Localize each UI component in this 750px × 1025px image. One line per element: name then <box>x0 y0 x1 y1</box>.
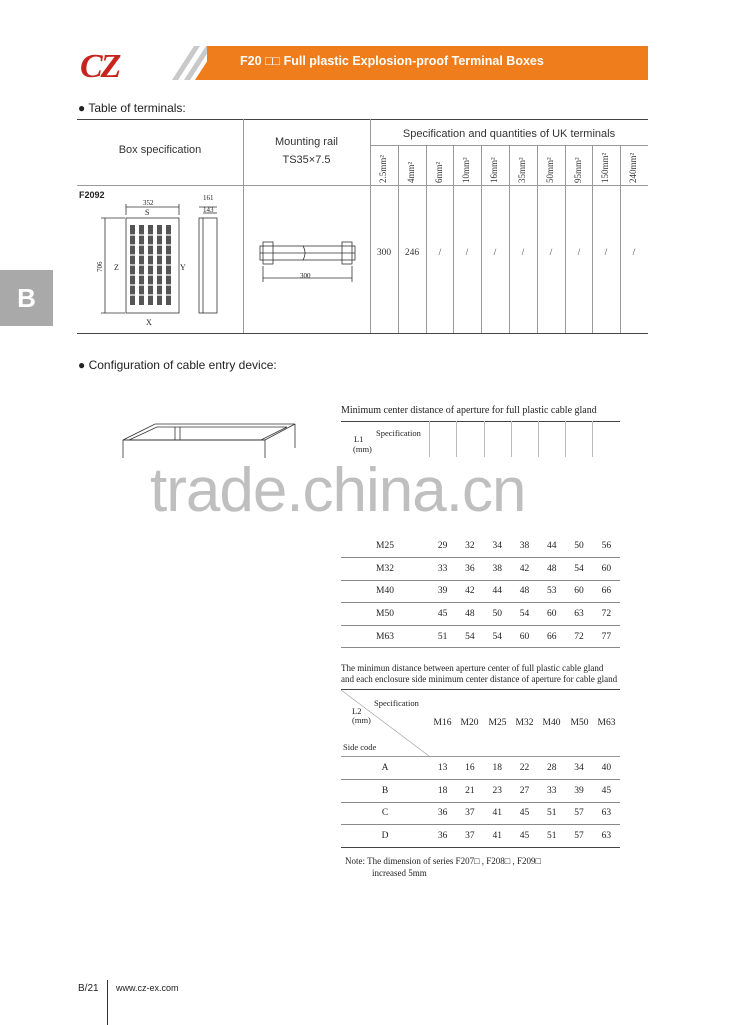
value-cell: 63 <box>593 802 620 825</box>
terminal-col-divider <box>620 145 621 333</box>
terminal-size-label: 10mm² <box>461 157 471 183</box>
terminal-quantity: / <box>577 248 581 258</box>
value-cell: 54 <box>484 625 511 648</box>
value-cell: 32 <box>456 535 483 558</box>
footer-divider <box>107 980 108 1025</box>
table-row <box>341 558 620 581</box>
terminal-size-label: 35mm² <box>517 157 527 183</box>
terminal-col-divider <box>592 145 593 333</box>
table-row <box>341 580 620 603</box>
row-spec-cell: M32 <box>341 558 429 581</box>
terminal-size-label: 240mm² <box>628 152 638 183</box>
terminal-quantity: / <box>493 248 497 258</box>
table-row <box>341 603 620 626</box>
vline-1 <box>243 119 244 333</box>
col-box-spec: Box specification <box>118 144 202 156</box>
watermark: trade.china.cn <box>150 456 526 525</box>
value-cell: 34 <box>484 535 511 558</box>
terminal-quantity: / <box>549 248 553 258</box>
value-cell: 45 <box>511 802 538 825</box>
col-rail-label: Mounting rail <box>275 136 338 148</box>
table2-col-header: M40 <box>542 718 561 728</box>
terminal-quantity: 246 <box>404 248 420 258</box>
side-code-cell: B <box>341 780 429 803</box>
dim-rail: 300 <box>300 272 311 280</box>
col-rail-type: TS35×7.5 <box>282 154 331 166</box>
dim-depth1: 161 <box>203 194 214 202</box>
value-cell: 23 <box>484 780 511 803</box>
terminal-col-divider <box>481 145 482 333</box>
model-label: F2092 <box>79 190 105 200</box>
table2-head-l2: L2 <box>352 706 362 716</box>
table2-col-header: M50 <box>570 718 589 728</box>
side-code-cell: A <box>341 757 429 780</box>
value-cell: 22 <box>511 757 538 780</box>
value-cell: 39 <box>429 580 456 603</box>
section-heading-cable: ● Configuration of cable entry device: <box>78 358 277 372</box>
terminal-col-divider <box>453 145 454 333</box>
table1-col-divider <box>429 421 430 457</box>
section-heading-text: Table of terminals: <box>88 101 186 115</box>
value-cell: 51 <box>429 625 456 648</box>
value-cell: 41 <box>484 825 511 848</box>
terminal-size-label: 2.5mm² <box>378 155 388 183</box>
value-cell: 72 <box>565 625 592 648</box>
row-spec-cell: M25 <box>341 535 429 558</box>
page-number: B/21 <box>78 983 99 994</box>
table2-col-header: M32 <box>515 718 534 728</box>
value-cell: 41 <box>484 802 511 825</box>
value-cell: 29 <box>429 535 456 558</box>
table2-col-header: M63 <box>597 718 616 728</box>
value-cell: 54 <box>565 558 592 581</box>
value-cell: 38 <box>511 535 538 558</box>
value-cell: 34 <box>565 757 592 780</box>
label-s: S <box>145 208 150 217</box>
table-row <box>341 535 620 558</box>
value-cell: 63 <box>593 825 620 848</box>
table1-caption: Minimum center distance of aperture for full plastic cable gland <box>341 405 597 416</box>
terminal-quantity: / <box>438 248 442 258</box>
vline-2 <box>370 119 371 333</box>
value-cell: 38 <box>484 558 511 581</box>
table-row <box>341 802 620 825</box>
value-cell: 66 <box>538 625 565 648</box>
value-cell: 63 <box>565 603 592 626</box>
value-cell: 27 <box>511 780 538 803</box>
table-bottom-rule <box>77 333 648 334</box>
value-cell: 16 <box>456 757 483 780</box>
value-cell: 56 <box>593 535 620 558</box>
table1-top-rule <box>341 421 620 422</box>
label-x: X <box>146 318 152 327</box>
table1-col-divider <box>484 421 485 457</box>
value-cell: 18 <box>484 757 511 780</box>
value-cell: 60 <box>565 580 592 603</box>
terminal-col-divider <box>537 145 538 333</box>
section-heading-terminals: ● Table of terminals: <box>78 101 186 115</box>
terminal-col-divider <box>509 145 510 333</box>
terminal-size-label: 6mm² <box>434 161 444 183</box>
side-tab: B <box>0 270 53 326</box>
value-cell: 33 <box>429 558 456 581</box>
table-row <box>341 825 620 848</box>
table1-head-spec: Specification <box>376 428 421 438</box>
col-spec-header: Specification and quantities of UK terminals <box>402 128 616 140</box>
table1-col-divider <box>538 421 539 457</box>
value-cell: 37 <box>456 825 483 848</box>
banner-slant <box>195 46 225 80</box>
value-cell: 57 <box>565 802 592 825</box>
row-spec-cell: M50 <box>341 603 429 626</box>
note-line-1: Note: The dimension of series F207□ , F208□ , F209□ <box>345 856 541 866</box>
terminal-col-divider <box>398 145 399 333</box>
terminal-quantity: / <box>604 248 608 258</box>
dim-depth2: 143 <box>203 206 214 214</box>
table-top-rule <box>77 119 648 120</box>
value-cell: 50 <box>565 535 592 558</box>
table2 <box>341 757 620 848</box>
value-cell: 48 <box>456 603 483 626</box>
table-row <box>341 780 620 803</box>
value-cell: 53 <box>538 580 565 603</box>
table1-head-mm: (mm) <box>353 444 372 454</box>
terminal-col-divider <box>565 145 566 333</box>
company-logo: CZ <box>80 48 120 85</box>
page-title: F20 □□ Full plastic Explosion-proof Terminal Boxes <box>240 54 544 68</box>
value-cell: 54 <box>511 603 538 626</box>
side-code-cell: C <box>341 802 429 825</box>
terminal-col-divider <box>426 145 427 333</box>
table2-col-header: M20 <box>460 718 479 728</box>
value-cell: 54 <box>456 625 483 648</box>
table1 <box>341 535 620 648</box>
label-z: Z <box>114 263 119 272</box>
value-cell: 45 <box>593 780 620 803</box>
row-spec-cell: M63 <box>341 625 429 648</box>
value-cell: 48 <box>511 580 538 603</box>
table1-col-divider <box>511 421 512 457</box>
value-cell: 21 <box>456 780 483 803</box>
row-spec-cell: M40 <box>341 580 429 603</box>
value-cell: 36 <box>429 825 456 848</box>
table2-bottom-rule <box>341 847 620 848</box>
value-cell: 33 <box>538 780 565 803</box>
table1-col-divider <box>565 421 566 457</box>
value-cell: 39 <box>565 780 592 803</box>
value-cell: 42 <box>456 580 483 603</box>
terminal-size-label: 50mm² <box>545 157 555 183</box>
section-heading-text: Configuration of cable entry device: <box>88 358 277 372</box>
label-y: Y <box>180 263 186 272</box>
table2-caption-2: and each enclosure side minimum center distance of aperture for cable gland <box>341 674 618 684</box>
terminal-quantity: 300 <box>376 248 392 258</box>
value-cell: 18 <box>429 780 456 803</box>
value-cell: 48 <box>538 558 565 581</box>
value-cell: 36 <box>456 558 483 581</box>
table2-col-header: M16 <box>433 718 452 728</box>
table1-col-divider <box>592 421 593 457</box>
box-drawing <box>95 193 235 331</box>
terminal-size-label: 4mm² <box>406 161 416 183</box>
note-line-2: increased 5mm <box>372 868 427 878</box>
value-cell: 60 <box>511 625 538 648</box>
value-cell: 60 <box>593 558 620 581</box>
table1-head-l1: L1 <box>354 434 364 444</box>
value-cell: 66 <box>593 580 620 603</box>
terminal-size-label: 150mm² <box>600 152 610 183</box>
value-cell: 13 <box>429 757 456 780</box>
value-cell: 57 <box>565 825 592 848</box>
value-cell: 51 <box>538 825 565 848</box>
value-cell: 60 <box>538 603 565 626</box>
dim-height: 706 <box>96 261 104 272</box>
dim-width: 352 <box>143 199 154 207</box>
value-cell: 50 <box>484 603 511 626</box>
table-row <box>341 625 620 648</box>
value-cell: 44 <box>538 535 565 558</box>
value-cell: 40 <box>593 757 620 780</box>
terminal-size-label: 95mm² <box>573 157 583 183</box>
table2-head-mm: (mm) <box>352 715 371 725</box>
table-row <box>341 757 620 780</box>
table2-caption-1: The minimun distance between aperture center of full plastic cable gland <box>341 663 604 673</box>
value-cell: 45 <box>429 603 456 626</box>
side-code-cell: D <box>341 825 429 848</box>
value-cell: 42 <box>511 558 538 581</box>
terminal-quantity: / <box>632 248 636 258</box>
table1-col-divider <box>456 421 457 457</box>
terminal-size-label: 16mm² <box>489 157 499 183</box>
value-cell: 72 <box>593 603 620 626</box>
value-cell: 45 <box>511 825 538 848</box>
value-cell: 37 <box>456 802 483 825</box>
value-cell: 36 <box>429 802 456 825</box>
value-cell: 28 <box>538 757 565 780</box>
footer-url[interactable]: www.cz-ex.com <box>116 983 179 993</box>
terminal-quantity: / <box>521 248 525 258</box>
header-bottom-rule <box>77 185 648 186</box>
table2-head-side: Side code <box>343 742 377 752</box>
table2-col-header: M25 <box>488 718 507 728</box>
value-cell: 77 <box>593 625 620 648</box>
table2-head-spec: Specification <box>374 698 419 708</box>
value-cell: 51 <box>538 802 565 825</box>
terminal-quantity: / <box>465 248 469 258</box>
value-cell: 44 <box>484 580 511 603</box>
